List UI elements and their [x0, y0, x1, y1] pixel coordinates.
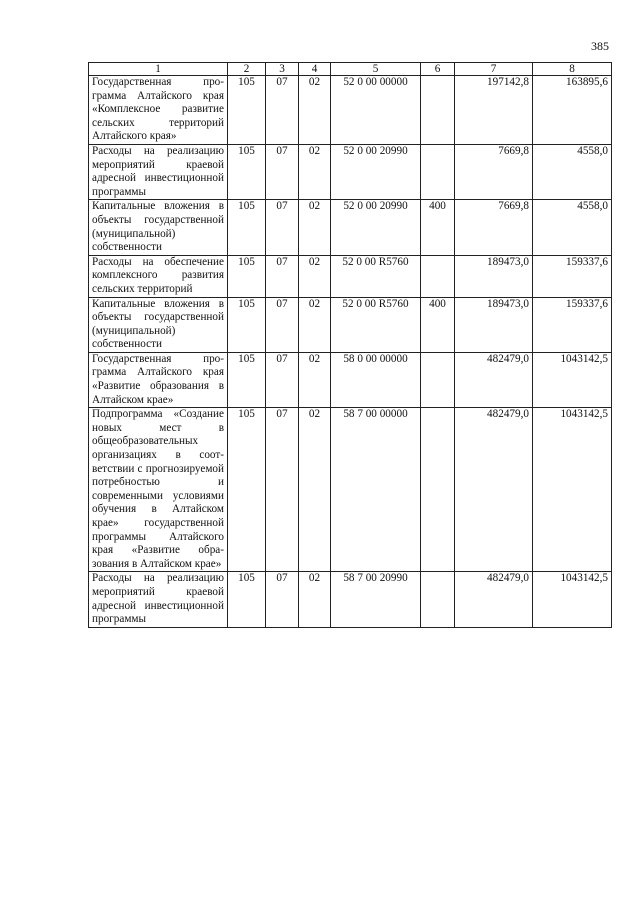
- table-header-row: [89, 63, 612, 76]
- table-body: [89, 76, 612, 628]
- row-amount-2-cell: 1043142,5: [533, 572, 612, 627]
- row-target-code-cell: 52 0 00 20990: [331, 200, 421, 255]
- row-subsection-cell: 02: [299, 352, 331, 407]
- row-expense-type-cell: [421, 255, 455, 297]
- row-target-code-cell: 58 7 00 00000: [331, 408, 421, 572]
- column-header-7: 7: [455, 63, 533, 76]
- row-code-2-cell: 105: [228, 297, 266, 352]
- row-target-code-cell: 52 0 00 R5760: [331, 255, 421, 297]
- row-name-cell: Государственная программа Алтайского края «Комплексное развитие сельских территорий Алтайского края»: [89, 76, 228, 145]
- row-section-cell: 07: [266, 255, 299, 297]
- row-target-code-cell: 58 0 00 00000: [331, 352, 421, 407]
- column-header-1: 1: [89, 63, 228, 76]
- row-code-2-cell: 105: [228, 408, 266, 572]
- row-code-2-cell: 105: [228, 572, 266, 627]
- row-name-cell: Подпрограмма «Создание новых мест в общеобразовательных организациях в соответствии с прогнозируемой потребностью и современными условиями обучения в Алтайском крае» государственной программы Алтайского края «Развитие образования в Алтайском крае»: [89, 408, 228, 572]
- row-section-cell: 07: [266, 144, 299, 199]
- row-target-code-cell: 52 0 00 R5760: [331, 297, 421, 352]
- table-row: [89, 255, 612, 297]
- row-section-cell: 07: [266, 408, 299, 572]
- row-code-2-cell: 105: [228, 255, 266, 297]
- row-expense-type-cell: [421, 572, 455, 627]
- row-expense-type-cell: [421, 144, 455, 199]
- row-subsection-cell: 02: [299, 76, 331, 145]
- row-amount-2-cell: 163895,6: [533, 76, 612, 145]
- row-target-code-cell: 52 0 00 00000: [331, 76, 421, 145]
- row-name-cell: Расходы на реализацию мероприятий краевой адресной инвестиционной программы: [89, 572, 228, 627]
- row-amount-2-cell: 1043142,5: [533, 352, 612, 407]
- table-row: [89, 572, 612, 627]
- row-amount-2-cell: 159337,6: [533, 297, 612, 352]
- table-row: [89, 352, 612, 407]
- row-amount-2-cell: 4558,0: [533, 144, 612, 199]
- row-expense-type-cell: [421, 352, 455, 407]
- row-section-cell: 07: [266, 572, 299, 627]
- column-header-2: 2: [228, 63, 266, 76]
- row-target-code-cell: 52 0 00 20990: [331, 144, 421, 199]
- row-code-2-cell: 105: [228, 352, 266, 407]
- table-row: [89, 408, 612, 572]
- row-expense-type-cell: [421, 76, 455, 145]
- table-row: [89, 297, 612, 352]
- row-expense-type-cell: 400: [421, 297, 455, 352]
- row-subsection-cell: 02: [299, 200, 331, 255]
- row-amount-2-cell: 1043142,5: [533, 408, 612, 572]
- row-code-2-cell: 105: [228, 144, 266, 199]
- row-amount-1-cell: 482479,0: [455, 572, 533, 627]
- row-code-2-cell: 105: [228, 200, 266, 255]
- row-section-cell: 07: [266, 352, 299, 407]
- row-name-cell: Расходы на реализацию мероприятий краевой адресной инвестиционной программы: [89, 144, 228, 199]
- row-subsection-cell: 02: [299, 572, 331, 627]
- row-name-cell: Капитальные вложения в объекты государственной (муниципальной) собственности: [89, 200, 228, 255]
- column-header-8: 8: [533, 63, 612, 76]
- row-amount-1-cell: 482479,0: [455, 352, 533, 407]
- row-amount-1-cell: 482479,0: [455, 408, 533, 572]
- row-expense-type-cell: 400: [421, 200, 455, 255]
- row-amount-2-cell: 159337,6: [533, 255, 612, 297]
- column-header-6: 6: [421, 63, 455, 76]
- page-number: 385: [591, 39, 609, 53]
- row-subsection-cell: 02: [299, 144, 331, 199]
- row-name-cell: Расходы на обеспечение комплексного развития сельских территорий: [89, 255, 228, 297]
- row-section-cell: 07: [266, 297, 299, 352]
- row-name-cell: Государственная программа Алтайского края «Развитие образования в Алтайском крае»: [89, 352, 228, 407]
- table-row: [89, 200, 612, 255]
- table-row: [89, 144, 612, 199]
- column-header-4: 4: [299, 63, 331, 76]
- table-row: [89, 76, 612, 145]
- column-header-5: 5: [331, 63, 421, 76]
- column-header-3: 3: [266, 63, 299, 76]
- row-amount-1-cell: 189473,0: [455, 297, 533, 352]
- row-target-code-cell: 58 7 00 20990: [331, 572, 421, 627]
- row-amount-1-cell: 197142,8: [455, 76, 533, 145]
- row-code-2-cell: 105: [228, 76, 266, 145]
- row-amount-2-cell: 4558,0: [533, 200, 612, 255]
- row-amount-1-cell: 189473,0: [455, 255, 533, 297]
- row-amount-1-cell: 7669,8: [455, 200, 533, 255]
- row-name-cell: Капитальные вложения в объекты государственной (муниципальной) собственности: [89, 297, 228, 352]
- row-subsection-cell: 02: [299, 408, 331, 572]
- row-section-cell: 07: [266, 76, 299, 145]
- budget-table: [88, 62, 612, 628]
- row-section-cell: 07: [266, 200, 299, 255]
- row-subsection-cell: 02: [299, 255, 331, 297]
- row-subsection-cell: 02: [299, 297, 331, 352]
- row-expense-type-cell: [421, 408, 455, 572]
- row-amount-1-cell: 7669,8: [455, 144, 533, 199]
